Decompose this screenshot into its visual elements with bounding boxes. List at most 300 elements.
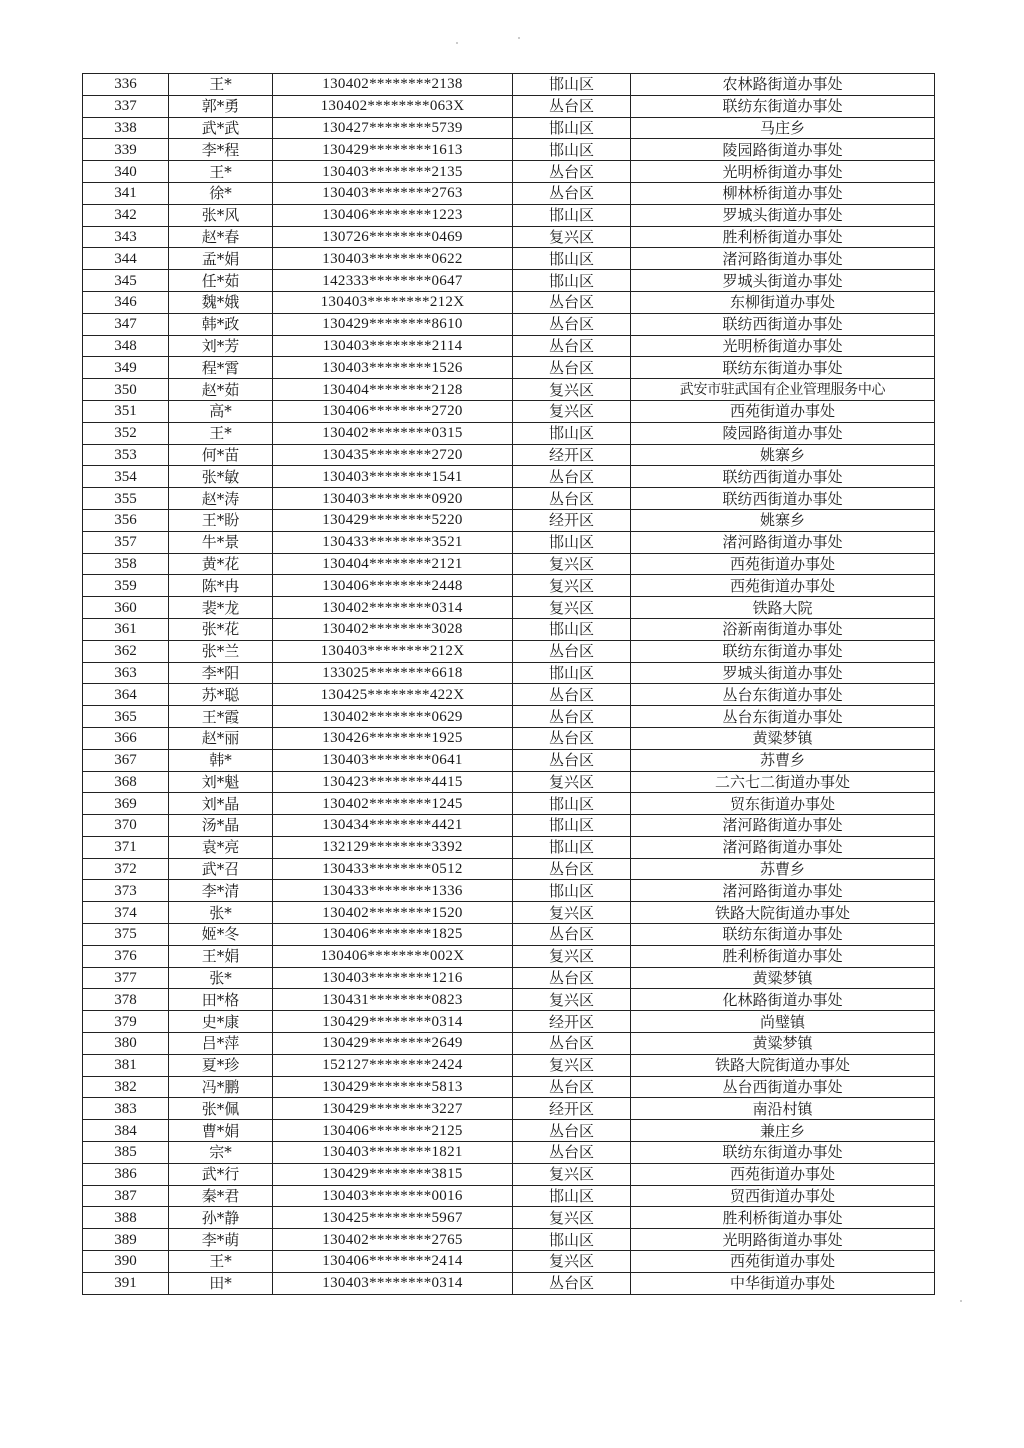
table-row — [83, 1011, 935, 1033]
id-number-cell: 152127********2424 — [273, 1054, 513, 1076]
table-row — [83, 226, 935, 248]
table-row — [83, 771, 935, 793]
row-number-cell: 388 — [83, 1207, 169, 1229]
row-number-cell: 380 — [83, 1033, 169, 1055]
table-row — [83, 815, 935, 837]
district-cell: 经开区 — [513, 1011, 631, 1033]
table-row — [83, 880, 935, 902]
person-name-cell: 张* — [169, 967, 273, 989]
work-unit-cell: 联纺东街道办事处 — [631, 1142, 935, 1164]
id-number-cell: 130425********5967 — [273, 1207, 513, 1229]
table-row — [83, 182, 935, 204]
person-name-cell: 宗* — [169, 1142, 273, 1164]
district-cell: 邯山区 — [513, 836, 631, 858]
district-cell: 丛台区 — [513, 182, 631, 204]
district-cell: 经开区 — [513, 444, 631, 466]
district-cell: 邯山区 — [513, 74, 631, 96]
id-number-cell: 130406********1223 — [273, 204, 513, 226]
work-unit-cell: 苏曹乡 — [631, 858, 935, 880]
row-number-cell: 379 — [83, 1011, 169, 1033]
roster-table — [82, 73, 935, 1295]
id-number-cell: 142333********0647 — [273, 270, 513, 292]
row-number-cell: 339 — [83, 139, 169, 161]
work-unit-cell: 渚河路街道办事处 — [631, 531, 935, 553]
row-number-cell: 384 — [83, 1120, 169, 1142]
roster-body — [83, 74, 935, 1295]
table-row — [83, 618, 935, 640]
id-number-cell: 130403********1541 — [273, 466, 513, 488]
row-number-cell: 362 — [83, 640, 169, 662]
person-name-cell: 王* — [169, 74, 273, 96]
row-number-cell: 360 — [83, 597, 169, 619]
person-name-cell: 徐* — [169, 182, 273, 204]
id-number-cell: 130403********2114 — [273, 335, 513, 357]
id-number-cell: 130406********2720 — [273, 400, 513, 422]
work-unit-cell: 农林路街道办事处 — [631, 74, 935, 96]
person-name-cell: 姬*冬 — [169, 924, 273, 946]
person-name-cell: 张*风 — [169, 204, 273, 226]
person-name-cell: 冯*鹏 — [169, 1076, 273, 1098]
id-number-cell: 130429********3815 — [273, 1163, 513, 1185]
table-row — [83, 313, 935, 335]
district-cell: 复兴区 — [513, 902, 631, 924]
district-cell: 丛台区 — [513, 684, 631, 706]
person-name-cell: 张*花 — [169, 618, 273, 640]
id-number-cell: 130402********0629 — [273, 706, 513, 728]
person-name-cell: 裴*龙 — [169, 597, 273, 619]
row-number-cell: 387 — [83, 1185, 169, 1207]
id-number-cell: 130426********1925 — [273, 727, 513, 749]
person-name-cell: 李*阳 — [169, 662, 273, 684]
table-row — [83, 858, 935, 880]
id-number-cell: 130403********0016 — [273, 1185, 513, 1207]
table-row — [83, 379, 935, 401]
person-name-cell: 王*娟 — [169, 945, 273, 967]
work-unit-cell: 中华街道办事处 — [631, 1272, 935, 1294]
person-name-cell: 韩* — [169, 749, 273, 771]
id-number-cell: 130429********0314 — [273, 1011, 513, 1033]
table-row — [83, 74, 935, 96]
row-number-cell: 348 — [83, 335, 169, 357]
table-row — [83, 1054, 935, 1076]
person-name-cell: 韩*政 — [169, 313, 273, 335]
district-cell: 复兴区 — [513, 1054, 631, 1076]
district-cell: 丛台区 — [513, 1272, 631, 1294]
table-row — [83, 291, 935, 313]
row-number-cell: 354 — [83, 466, 169, 488]
table-row — [83, 1120, 935, 1142]
work-unit-cell: 联纺东街道办事处 — [631, 357, 935, 379]
district-cell: 丛台区 — [513, 858, 631, 880]
work-unit-cell: 西苑街道办事处 — [631, 1163, 935, 1185]
work-unit-cell: 贸西街道办事处 — [631, 1185, 935, 1207]
table-row — [83, 749, 935, 771]
row-number-cell: 345 — [83, 270, 169, 292]
table-row — [83, 139, 935, 161]
id-number-cell: 130404********2121 — [273, 553, 513, 575]
row-number-cell: 342 — [83, 204, 169, 226]
table-row — [83, 706, 935, 728]
work-unit-cell: 化林路街道办事处 — [631, 989, 935, 1011]
person-name-cell: 武*武 — [169, 117, 273, 139]
row-number-cell: 346 — [83, 291, 169, 313]
district-cell: 丛台区 — [513, 1142, 631, 1164]
table-row — [83, 967, 935, 989]
work-unit-cell: 马庄乡 — [631, 117, 935, 139]
person-name-cell: 曹*娟 — [169, 1120, 273, 1142]
table-row — [83, 204, 935, 226]
table-row — [83, 400, 935, 422]
person-name-cell: 赵*丽 — [169, 727, 273, 749]
district-cell: 复兴区 — [513, 1251, 631, 1273]
work-unit-cell: 光明桥街道办事处 — [631, 335, 935, 357]
row-number-cell: 343 — [83, 226, 169, 248]
id-number-cell: 130427********5739 — [273, 117, 513, 139]
district-cell: 复兴区 — [513, 597, 631, 619]
work-unit-cell: 胜利桥街道办事处 — [631, 1207, 935, 1229]
work-unit-cell: 陵园路街道办事处 — [631, 139, 935, 161]
work-unit-cell: 罗城头街道办事处 — [631, 662, 935, 684]
person-name-cell: 苏*聪 — [169, 684, 273, 706]
row-number-cell: 352 — [83, 422, 169, 444]
work-unit-cell: 丛台东街道办事处 — [631, 684, 935, 706]
work-unit-cell: 光明桥街道办事处 — [631, 161, 935, 183]
table-row — [83, 357, 935, 379]
work-unit-cell: 铁路大院街道办事处 — [631, 1054, 935, 1076]
person-name-cell: 赵*春 — [169, 226, 273, 248]
row-number-cell: 338 — [83, 117, 169, 139]
table-row — [83, 597, 935, 619]
work-unit-cell: 尚璧镇 — [631, 1011, 935, 1033]
id-number-cell: 130402********1520 — [273, 902, 513, 924]
person-name-cell: 赵*茹 — [169, 379, 273, 401]
district-cell: 复兴区 — [513, 989, 631, 1011]
person-name-cell: 高* — [169, 400, 273, 422]
work-unit-cell: 东柳街道办事处 — [631, 291, 935, 313]
district-cell: 经开区 — [513, 509, 631, 531]
district-cell: 丛台区 — [513, 1120, 631, 1142]
person-name-cell: 刘*魁 — [169, 771, 273, 793]
id-number-cell: 130431********0823 — [273, 989, 513, 1011]
person-name-cell: 王*盼 — [169, 509, 273, 531]
person-name-cell: 李*程 — [169, 139, 273, 161]
person-name-cell: 王* — [169, 422, 273, 444]
row-number-cell: 340 — [83, 161, 169, 183]
row-number-cell: 356 — [83, 509, 169, 531]
scan-speck — [960, 1300, 962, 1302]
table-row — [83, 466, 935, 488]
work-unit-cell: 二六七二街道办事处 — [631, 771, 935, 793]
person-name-cell: 何*苗 — [169, 444, 273, 466]
district-cell: 邯山区 — [513, 880, 631, 902]
table-row — [83, 989, 935, 1011]
table-row — [83, 640, 935, 662]
table-row — [83, 1163, 935, 1185]
person-name-cell: 秦*君 — [169, 1185, 273, 1207]
district-cell: 丛台区 — [513, 1033, 631, 1055]
district-cell: 丛台区 — [513, 706, 631, 728]
work-unit-cell: 浴新南街道办事处 — [631, 618, 935, 640]
row-number-cell: 372 — [83, 858, 169, 880]
table-row — [83, 1229, 935, 1251]
row-number-cell: 347 — [83, 313, 169, 335]
district-cell: 邯山区 — [513, 117, 631, 139]
row-number-cell: 350 — [83, 379, 169, 401]
work-unit-cell: 渚河路街道办事处 — [631, 836, 935, 858]
roster-sheet — [82, 73, 934, 1295]
work-unit-cell: 胜利桥街道办事处 — [631, 945, 935, 967]
person-name-cell: 刘*晶 — [169, 793, 273, 815]
id-number-cell: 130403********1526 — [273, 357, 513, 379]
district-cell: 复兴区 — [513, 226, 631, 248]
table-row — [83, 553, 935, 575]
district-cell: 丛台区 — [513, 727, 631, 749]
id-number-cell: 130425********422X — [273, 684, 513, 706]
row-number-cell: 337 — [83, 95, 169, 117]
table-row — [83, 1142, 935, 1164]
row-number-cell: 355 — [83, 488, 169, 510]
table-row — [83, 1251, 935, 1273]
row-number-cell: 358 — [83, 553, 169, 575]
district-cell: 丛台区 — [513, 924, 631, 946]
row-number-cell: 391 — [83, 1272, 169, 1294]
id-number-cell: 130404********2128 — [273, 379, 513, 401]
row-number-cell: 364 — [83, 684, 169, 706]
id-number-cell: 130402********2765 — [273, 1229, 513, 1251]
id-number-cell: 130402********063X — [273, 95, 513, 117]
district-cell: 复兴区 — [513, 945, 631, 967]
district-cell: 丛台区 — [513, 466, 631, 488]
work-unit-cell: 姚寨乡 — [631, 444, 935, 466]
work-unit-cell: 罗城头街道办事处 — [631, 270, 935, 292]
row-number-cell: 365 — [83, 706, 169, 728]
district-cell: 邯山区 — [513, 204, 631, 226]
person-name-cell: 袁*亮 — [169, 836, 273, 858]
table-row — [83, 1033, 935, 1055]
row-number-cell: 377 — [83, 967, 169, 989]
table-row — [83, 1076, 935, 1098]
id-number-cell: 133025********6618 — [273, 662, 513, 684]
district-cell: 邯山区 — [513, 1229, 631, 1251]
district-cell: 邯山区 — [513, 1185, 631, 1207]
row-number-cell: 389 — [83, 1229, 169, 1251]
row-number-cell: 357 — [83, 531, 169, 553]
person-name-cell: 陈*冉 — [169, 575, 273, 597]
work-unit-cell: 联纺东街道办事处 — [631, 640, 935, 662]
work-unit-cell: 西苑街道办事处 — [631, 553, 935, 575]
id-number-cell: 130403********1821 — [273, 1142, 513, 1164]
work-unit-cell: 渚河路街道办事处 — [631, 880, 935, 902]
table-row — [83, 1272, 935, 1294]
district-cell: 邯山区 — [513, 422, 631, 444]
id-number-cell: 130402********1245 — [273, 793, 513, 815]
id-number-cell: 130406********002X — [273, 945, 513, 967]
row-number-cell: 371 — [83, 836, 169, 858]
id-number-cell: 130402********0315 — [273, 422, 513, 444]
person-name-cell: 张* — [169, 902, 273, 924]
work-unit-cell: 兼庄乡 — [631, 1120, 935, 1142]
id-number-cell: 130433********0512 — [273, 858, 513, 880]
work-unit-cell: 丛台西街道办事处 — [631, 1076, 935, 1098]
district-cell: 邯山区 — [513, 531, 631, 553]
district-cell: 邯山区 — [513, 618, 631, 640]
person-name-cell: 孟*娟 — [169, 248, 273, 270]
row-number-cell: 367 — [83, 749, 169, 771]
table-row — [83, 117, 935, 139]
row-number-cell: 382 — [83, 1076, 169, 1098]
district-cell: 丛台区 — [513, 488, 631, 510]
district-cell: 丛台区 — [513, 357, 631, 379]
table-row — [83, 270, 935, 292]
district-cell: 丛台区 — [513, 640, 631, 662]
row-number-cell: 383 — [83, 1098, 169, 1120]
work-unit-cell: 南沿村镇 — [631, 1098, 935, 1120]
row-number-cell: 385 — [83, 1142, 169, 1164]
id-number-cell: 130429********2649 — [273, 1033, 513, 1055]
scan-speck — [456, 42, 458, 44]
table-row — [83, 727, 935, 749]
id-number-cell: 130403********212X — [273, 291, 513, 313]
table-row — [83, 444, 935, 466]
row-number-cell: 361 — [83, 618, 169, 640]
id-number-cell: 130433********1336 — [273, 880, 513, 902]
person-name-cell: 程*霄 — [169, 357, 273, 379]
person-name-cell: 田*格 — [169, 989, 273, 1011]
person-name-cell: 王* — [169, 161, 273, 183]
district-cell: 丛台区 — [513, 749, 631, 771]
row-number-cell: 366 — [83, 727, 169, 749]
work-unit-cell: 渚河路街道办事处 — [631, 248, 935, 270]
person-name-cell: 张*佩 — [169, 1098, 273, 1120]
row-number-cell: 363 — [83, 662, 169, 684]
table-row — [83, 335, 935, 357]
id-number-cell: 130403********0920 — [273, 488, 513, 510]
work-unit-cell: 胜利桥街道办事处 — [631, 226, 935, 248]
table-row — [83, 1098, 935, 1120]
id-number-cell: 130403********0314 — [273, 1272, 513, 1294]
id-number-cell: 130403********0622 — [273, 248, 513, 270]
person-name-cell: 魏*娥 — [169, 291, 273, 313]
row-number-cell: 376 — [83, 945, 169, 967]
id-number-cell: 130402********2138 — [273, 74, 513, 96]
work-unit-cell: 西苑街道办事处 — [631, 400, 935, 422]
work-unit-cell: 苏曹乡 — [631, 749, 935, 771]
id-number-cell: 130429********5813 — [273, 1076, 513, 1098]
work-unit-cell: 柳林桥街道办事处 — [631, 182, 935, 204]
id-number-cell: 130726********0469 — [273, 226, 513, 248]
row-number-cell: 369 — [83, 793, 169, 815]
id-number-cell: 130403********0641 — [273, 749, 513, 771]
person-name-cell: 夏*珍 — [169, 1054, 273, 1076]
person-name-cell: 牛*景 — [169, 531, 273, 553]
district-cell: 邯山区 — [513, 139, 631, 161]
district-cell: 丛台区 — [513, 335, 631, 357]
work-unit-cell: 姚寨乡 — [631, 509, 935, 531]
row-number-cell: 390 — [83, 1251, 169, 1273]
table-row — [83, 1185, 935, 1207]
work-unit-cell: 联纺西街道办事处 — [631, 488, 935, 510]
work-unit-cell: 光明路街道办事处 — [631, 1229, 935, 1251]
table-row — [83, 1207, 935, 1229]
person-name-cell: 张*兰 — [169, 640, 273, 662]
table-row — [83, 161, 935, 183]
id-number-cell: 130406********2125 — [273, 1120, 513, 1142]
district-cell: 复兴区 — [513, 771, 631, 793]
person-name-cell: 武*召 — [169, 858, 273, 880]
district-cell: 邯山区 — [513, 815, 631, 837]
work-unit-cell: 联纺西街道办事处 — [631, 466, 935, 488]
district-cell: 丛台区 — [513, 313, 631, 335]
district-cell: 邯山区 — [513, 662, 631, 684]
table-row — [83, 793, 935, 815]
work-unit-cell: 联纺西街道办事处 — [631, 313, 935, 335]
district-cell: 丛台区 — [513, 291, 631, 313]
table-row — [83, 575, 935, 597]
person-name-cell: 李*萌 — [169, 1229, 273, 1251]
table-row — [83, 945, 935, 967]
person-name-cell: 孙*静 — [169, 1207, 273, 1229]
person-name-cell: 武*行 — [169, 1163, 273, 1185]
table-row — [83, 684, 935, 706]
district-cell: 丛台区 — [513, 967, 631, 989]
row-number-cell: 375 — [83, 924, 169, 946]
person-name-cell: 刘*芳 — [169, 335, 273, 357]
district-cell: 复兴区 — [513, 575, 631, 597]
work-unit-cell: 渚河路街道办事处 — [631, 815, 935, 837]
id-number-cell: 130406********2448 — [273, 575, 513, 597]
id-number-cell: 130429********1613 — [273, 139, 513, 161]
row-number-cell: 381 — [83, 1054, 169, 1076]
id-number-cell: 132129********3392 — [273, 836, 513, 858]
row-number-cell: 386 — [83, 1163, 169, 1185]
work-unit-cell: 丛台东街道办事处 — [631, 706, 935, 728]
district-cell: 复兴区 — [513, 553, 631, 575]
table-row — [83, 95, 935, 117]
scan-speck — [518, 37, 520, 39]
row-number-cell: 351 — [83, 400, 169, 422]
row-number-cell: 359 — [83, 575, 169, 597]
id-number-cell: 130406********1825 — [273, 924, 513, 946]
work-unit-cell: 黄粱梦镇 — [631, 967, 935, 989]
work-unit-cell: 铁路大院 — [631, 597, 935, 619]
person-name-cell: 赵*涛 — [169, 488, 273, 510]
id-number-cell: 130403********2135 — [273, 161, 513, 183]
work-unit-cell: 黄粱梦镇 — [631, 1033, 935, 1055]
district-cell: 复兴区 — [513, 1163, 631, 1185]
work-unit-cell: 贸东街道办事处 — [631, 793, 935, 815]
table-row — [83, 836, 935, 858]
work-unit-cell: 铁路大院街道办事处 — [631, 902, 935, 924]
district-cell: 复兴区 — [513, 400, 631, 422]
row-number-cell: 368 — [83, 771, 169, 793]
row-number-cell: 349 — [83, 357, 169, 379]
id-number-cell: 130429********5220 — [273, 509, 513, 531]
district-cell: 复兴区 — [513, 1207, 631, 1229]
work-unit-cell: 西苑街道办事处 — [631, 1251, 935, 1273]
table-row — [83, 531, 935, 553]
table-row — [83, 509, 935, 531]
work-unit-cell: 武安市驻武国有企业管理服务中心 — [631, 379, 935, 401]
table-row — [83, 488, 935, 510]
table-row — [83, 924, 935, 946]
id-number-cell: 130406********2414 — [273, 1251, 513, 1273]
person-name-cell: 王*霞 — [169, 706, 273, 728]
table-row — [83, 662, 935, 684]
id-number-cell: 130402********3028 — [273, 618, 513, 640]
district-cell: 经开区 — [513, 1098, 631, 1120]
district-cell: 丛台区 — [513, 1076, 631, 1098]
row-number-cell: 378 — [83, 989, 169, 1011]
